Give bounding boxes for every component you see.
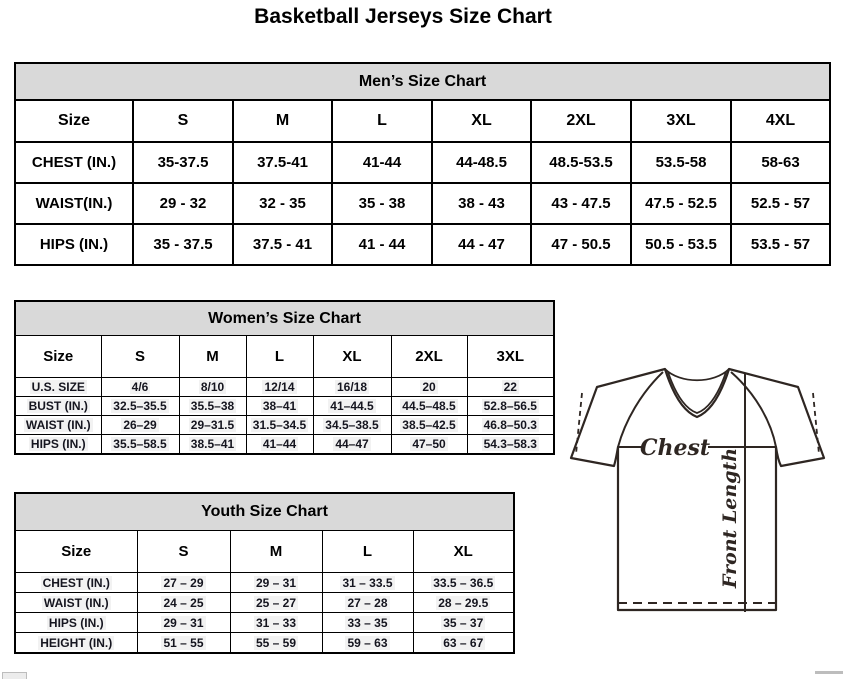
row-label: CHEST (IN.) [15,142,133,183]
size-value-cell: 41 - 44 [332,224,432,265]
col-header-s: S [133,100,233,142]
size-value-cell: 48.5-53.5 [531,142,631,183]
size-value-cell: 53.5-58 [631,142,731,183]
size-value-cell: 35 - 38 [332,183,432,224]
size-value-cell: 46.8–50.3 [467,416,554,435]
size-value-cell: 32.5–35.5 [101,397,179,416]
col-header-2xl: 2XL [391,336,467,378]
womens-size-chart-table [14,300,555,455]
size-value-cell: 35.5–58.5 [101,435,179,455]
size-value-cell: 32 - 35 [233,183,332,224]
row-label: HIPS (IN.) [15,613,137,633]
ui-fragment-bottom-left [2,672,27,679]
size-value-cell: 38 - 43 [432,183,531,224]
size-value-cell: 25 – 27 [230,593,322,613]
col-header-size: Size [15,100,133,142]
size-value-cell: 34.5–38.5 [313,416,391,435]
jersey-diagram-svg [565,363,831,623]
row-label: HIPS (IN.) [15,435,101,455]
size-value-cell: 35.5–38 [179,397,246,416]
mens-chart-title: Men’s Size Chart [15,63,830,100]
col-header-xl: XL [432,100,531,142]
col-header-m: M [179,336,246,378]
col-header-size: Size [15,531,137,573]
size-value-cell: 54.3–58.3 [467,435,554,455]
table-row [15,416,554,435]
col-header-2xl: 2XL [531,100,631,142]
size-value-cell: 27 – 29 [137,573,230,593]
col-header-size: Size [15,336,101,378]
size-value-cell: 20 [391,378,467,397]
size-value-cell: 35 - 37.5 [133,224,233,265]
size-value-cell: 29–31.5 [179,416,246,435]
chest-label: Chest [639,435,711,461]
size-value-cell: 35-37.5 [133,142,233,183]
size-value-cell: 41–44.5 [313,397,391,416]
size-value-cell: 44 - 47 [432,224,531,265]
size-value-cell: 52.5 - 57 [731,183,830,224]
size-value-cell: 38.5–42.5 [391,416,467,435]
size-value-cell: 31.5–34.5 [246,416,313,435]
size-value-cell: 51 – 55 [137,633,230,654]
table-row [15,183,830,224]
size-value-cell: 41–44 [246,435,313,455]
collar-back-line-icon [665,369,729,380]
size-value-cell: 4/6 [101,378,179,397]
row-label: HEIGHT (IN.) [15,633,137,654]
row-label: CHEST (IN.) [15,573,137,593]
size-value-cell: 29 – 31 [137,613,230,633]
jersey-measurement-diagram [565,363,831,623]
row-label: HIPS (IN.) [15,224,133,265]
womens-chart-title: Women’s Size Chart [15,301,554,336]
size-value-cell: 33 – 35 [322,613,413,633]
size-value-cell: 50.5 - 53.5 [631,224,731,265]
row-label: WAIST(IN.) [15,183,133,224]
size-value-cell: 31 – 33.5 [322,573,413,593]
size-value-cell: 47 - 50.5 [531,224,631,265]
col-header-3xl: 3XL [467,336,554,378]
size-value-cell: 35 – 37 [413,613,514,633]
row-label: U.S. SIZE [15,378,101,397]
size-value-cell: 43 - 47.5 [531,183,631,224]
jersey-outline [571,369,824,610]
size-value-cell: 22 [467,378,554,397]
size-value-cell: 55 – 59 [230,633,322,654]
col-header-l: L [322,531,413,573]
table-row [15,435,554,455]
size-value-cell: 44.5–48.5 [391,397,467,416]
size-value-cell: 24 – 25 [137,593,230,613]
front-length-label: Front Length [719,447,741,589]
size-value-cell: 8/10 [179,378,246,397]
col-header-m: M [233,100,332,142]
size-value-cell: 47–50 [391,435,467,455]
size-value-cell: 52.8–56.5 [467,397,554,416]
size-value-cell: 59 – 63 [322,633,413,654]
size-value-cell: 44–47 [313,435,391,455]
page-title: Basketball Jerseys Size Chart [254,5,552,28]
col-header-l: L [246,336,313,378]
size-value-cell: 31 – 33 [230,613,322,633]
row-label: BUST (IN.) [15,397,101,416]
size-value-cell: 27 – 28 [322,593,413,613]
table-row [15,142,830,183]
table-row [15,224,830,265]
table-row [15,593,514,613]
row-label: WAIST (IN.) [15,593,137,613]
col-header-4xl: 4XL [731,100,830,142]
col-header-xl: XL [313,336,391,378]
col-header-l: L [332,100,432,142]
size-value-cell: 53.5 - 57 [731,224,830,265]
table-row [15,633,514,654]
size-value-cell: 37.5-41 [233,142,332,183]
mens-size-chart-table [14,62,831,266]
size-value-cell: 44-48.5 [432,142,531,183]
youth-size-chart-table [14,492,515,654]
size-value-cell: 33.5 – 36.5 [413,573,514,593]
size-value-cell: 29 – 31 [230,573,322,593]
table-row [15,397,554,416]
size-value-cell: 41-44 [332,142,432,183]
size-value-cell: 37.5 - 41 [233,224,332,265]
size-value-cell: 29 - 32 [133,183,233,224]
row-label: WAIST (IN.) [15,416,101,435]
col-header-3xl: 3XL [631,100,731,142]
col-header-m: M [230,531,322,573]
col-header-xl: XL [413,531,514,573]
size-value-cell: 26–29 [101,416,179,435]
ui-fragment-bottom-right [815,671,843,674]
col-header-s: S [101,336,179,378]
size-value-cell: 12/14 [246,378,313,397]
size-value-cell: 38–41 [246,397,313,416]
size-value-cell: 63 – 67 [413,633,514,654]
size-value-cell: 58-63 [731,142,830,183]
size-value-cell: 47.5 - 52.5 [631,183,731,224]
col-header-s: S [137,531,230,573]
size-value-cell: 16/18 [313,378,391,397]
table-row [15,573,514,593]
table-row [15,378,554,397]
size-value-cell: 38.5–41 [179,435,246,455]
youth-chart-title: Youth Size Chart [15,493,514,531]
size-value-cell: 28 – 29.5 [413,593,514,613]
table-row [15,613,514,633]
